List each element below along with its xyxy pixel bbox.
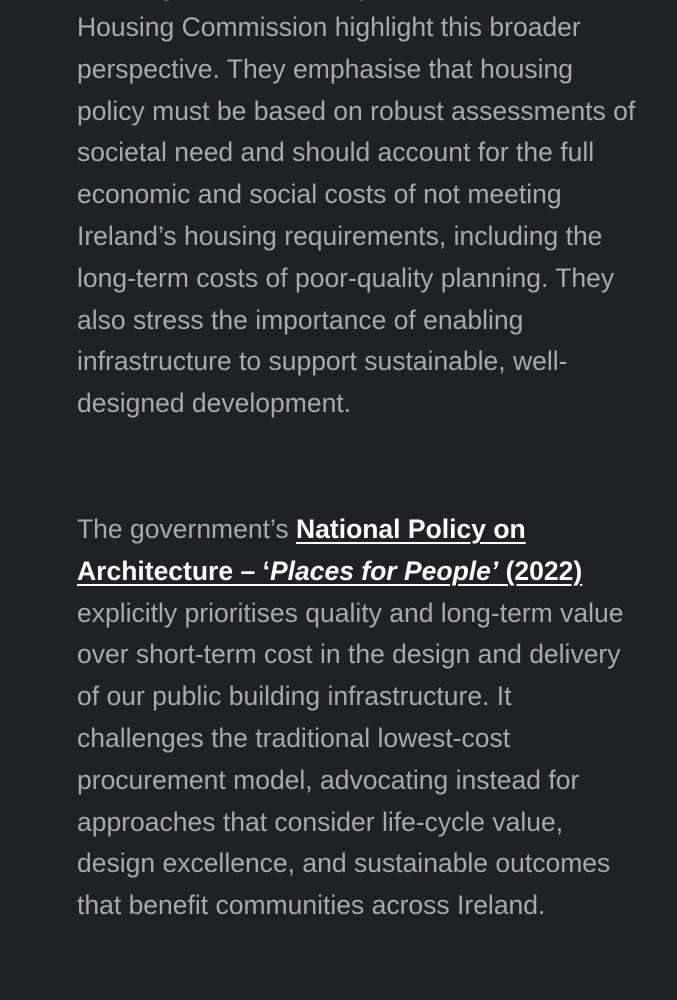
paragraph-housing-commission: Housing Commission highlight this broader perspective. They emphasise that housing policy must be based on robust assessments of societal need and should account for the full economic and social costs of not meeting Ireland’s housing requirements, including the long-term costs of poor-quality planning. They also stress the importance of enabling infrastructure to support sustainable, well-designed development.	[77, 12, 636, 419]
link-text-part1: National Policy on Architecture – ‘	[77, 514, 526, 586]
link-text-year: (2022)	[498, 555, 583, 586]
paragraph-body-text: explicitly prioritises quality and long-term value over short-term cost in the design and delivery of our public building infrastructure. It challenges the traditional lowest-cost procurement model, advocating instead for approaches that consider life-cycle value, design excellence, and sustainable outcomes that benefit communities across Ireland.	[77, 597, 624, 921]
link-text-italic: Places for People’	[269, 555, 499, 586]
paragraph-intro-text: The government’s	[77, 514, 296, 544]
paragraph-national-policy	[77, 509, 637, 927]
